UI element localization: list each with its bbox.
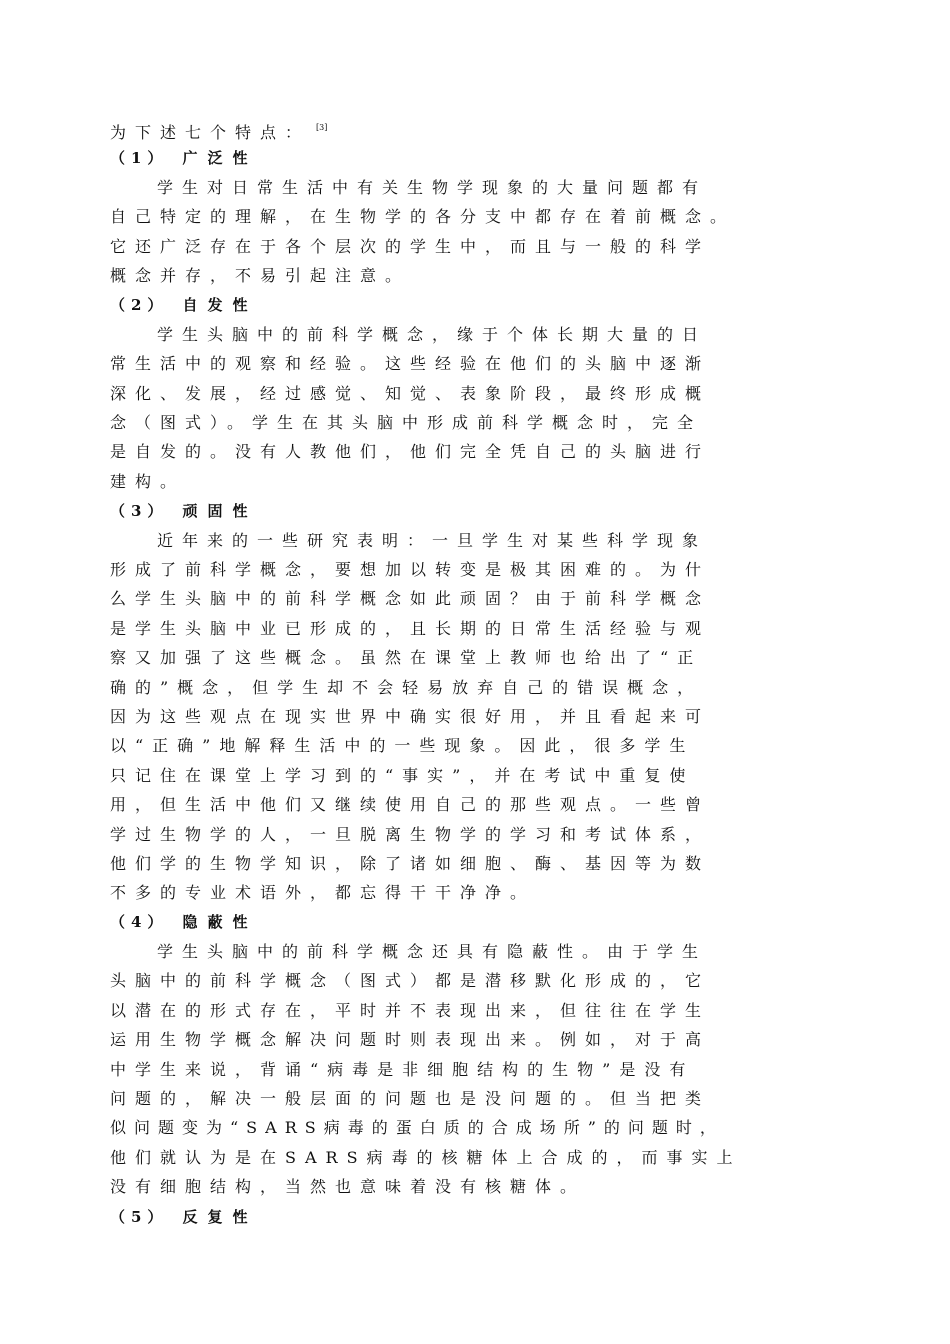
paragraph-line: 常生活中的观察和经验。这些经验在他们的头脑中逐渐 xyxy=(110,354,711,373)
paragraph-line: 只记住在课堂上学习到的“事实”，并在考试中重复使 xyxy=(110,766,695,785)
paragraph-line: 头脑中的前科学概念（图式）都是潜移默化形成的，它 xyxy=(110,971,711,990)
paragraph-line: 形成了前科学概念，要想加以转变是极其困难的。为什 xyxy=(110,560,711,579)
paragraph-line: 学过生物学的人，一旦脱离生物学的学习和考试体系， xyxy=(110,825,711,844)
paragraph-line: 他们就认为是在SARS病毒的核糖体上合成的，而事实上 xyxy=(110,1148,742,1167)
paragraph-line: 自己特定的理解，在生物学的各分支中都存在着前概念。 xyxy=(110,207,736,226)
section-title: 广泛性 xyxy=(182,149,258,167)
paragraph-line: 学生对日常生活中有关生物学现象的大量问题都有 xyxy=(157,178,708,197)
section-heading-3 xyxy=(110,501,257,521)
paragraph-line: 用，但生活中他们又继续使用自己的那些观点。一些曾 xyxy=(110,795,711,814)
paragraph-line: 似问题变为“SARS病毒的蛋白质的合成场所”的问题时， xyxy=(110,1118,724,1137)
section-title: 自发性 xyxy=(182,296,258,314)
section-heading-1 xyxy=(110,148,257,168)
paragraph-line: 以“正确”地解释生活中的一些现象。因此，很多学生 xyxy=(110,736,695,755)
section-heading-2 xyxy=(110,295,257,315)
section-number: （1） xyxy=(110,149,169,167)
intro-line xyxy=(110,118,840,143)
paragraph-line: 概念并存，不易引起注意。 xyxy=(110,266,411,285)
intro-text: 为下述七个特点： xyxy=(110,123,311,142)
paragraph-line: 是学生头脑中业已形成的，且长期的日常生活经验与观 xyxy=(110,619,711,638)
section-title: 反复性 xyxy=(182,1208,258,1226)
paragraph-line: 它还广泛存在于各个层次的学生中，而且与一般的科学 xyxy=(110,237,711,256)
section-heading-5 xyxy=(110,1207,257,1227)
paragraph-line: 深化、发展，经过感觉、知觉、表象阶段，最终形成概 xyxy=(110,384,711,403)
paragraph-line: 近年来的一些研究表明：一旦学生对某些科学现象 xyxy=(157,531,708,550)
section-number: （5） xyxy=(110,1208,169,1226)
paragraph-line: 察又加强了这些概念。虽然在课堂上教师也给出了“正 xyxy=(110,648,703,667)
paragraph-line: 问题的，解决一般层面的问题也是没问题的。但当把类 xyxy=(110,1089,711,1108)
paragraph-line: 建构。 xyxy=(110,472,186,491)
paragraph-line: 确的”概念，但学生却不会轻易放弃自己的错误概念， xyxy=(110,678,703,697)
paragraph-line: 运用生物学概念解决问题时则表现出来。例如，对于高 xyxy=(110,1030,711,1049)
section-heading-4 xyxy=(110,912,257,932)
citation-ref: [3] xyxy=(316,123,328,132)
paragraph-line: 不多的专业术语外，都忘得干干净净。 xyxy=(110,883,536,902)
section-number: （3） xyxy=(110,502,169,520)
section-title: 顽固性 xyxy=(182,502,258,520)
paragraph-line: 学生头脑中的前科学概念还具有隐蔽性。由于学生 xyxy=(157,942,708,961)
paragraph-line: 学生头脑中的前科学概念，缘于个体长期大量的日 xyxy=(157,325,708,344)
paragraph-line: 是自发的。没有人教他们，他们完全凭自己的头脑进行 xyxy=(110,442,711,461)
paragraph-line: 他们学的生物学知识，除了诸如细胞、酶、基因等为数 xyxy=(110,854,711,873)
paragraph-line: 因为这些观点在现实世界中确实很好用，并且看起来可 xyxy=(110,707,711,726)
paragraph-line: 以潜在的形式存在，平时并不表现出来，但往往在学生 xyxy=(110,1001,711,1020)
section-number: （4） xyxy=(110,913,169,931)
paragraph-line: 没有细胞结构，当然也意味着没有核糖体。 xyxy=(110,1177,586,1196)
paragraph-line: 么学生头脑中的前科学概念如此顽固？由于前科学概念 xyxy=(110,589,711,608)
paragraph-line: 念（图式）。学生在其头脑中形成前科学概念时，完全 xyxy=(110,413,703,432)
section-title: 隐蔽性 xyxy=(182,913,258,931)
paragraph-line: 中学生来说，背诵“病毒是非细胞结构的生物”是没有 xyxy=(110,1060,695,1079)
section-number: （2） xyxy=(110,296,169,314)
